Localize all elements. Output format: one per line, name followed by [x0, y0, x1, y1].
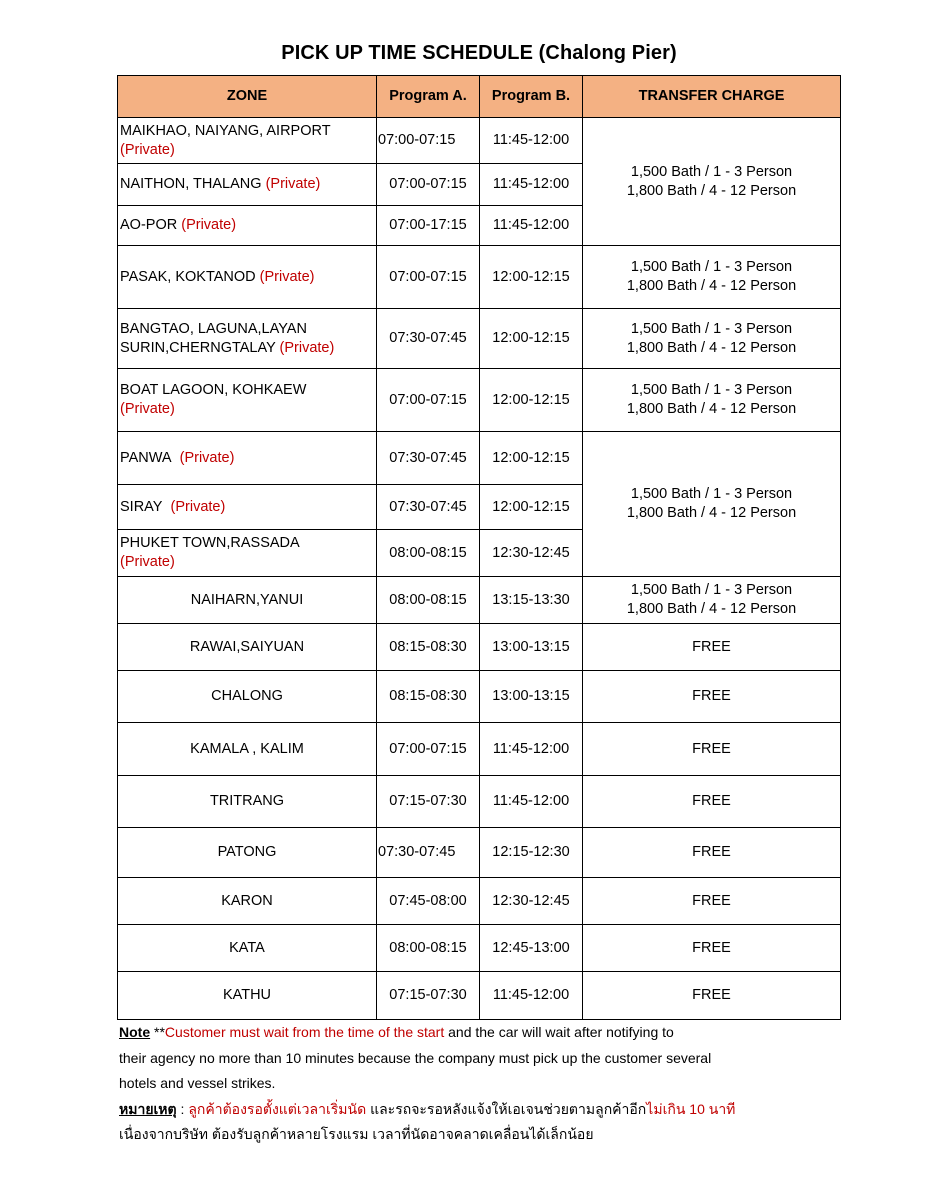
- charge-cell: [583, 118, 841, 246]
- charge-line-1: 1,500 Bath / 1 - 3 Person: [630, 320, 793, 337]
- zone-cell: [118, 246, 377, 309]
- charge-cell: FREE: [583, 878, 841, 925]
- zone-name: NAITHON, THALANG: [120, 176, 262, 192]
- charge-line-1: 1,500 Bath / 1 - 3 Person: [630, 382, 793, 398]
- private-tag: (Private): [120, 401, 175, 417]
- program-b-cell: 11:45-12:00: [480, 118, 583, 164]
- program-a-cell: 08:00-08:15: [377, 925, 480, 972]
- zone-cell: [118, 164, 377, 206]
- table-row: [118, 309, 841, 369]
- program-a-cell: 07:30-07:45: [377, 828, 480, 878]
- program-a-cell: 08:00-08:15: [377, 577, 480, 624]
- charge-cell: [583, 432, 841, 577]
- thai-note-line-2: เนื่องจากบริษัท ต้องรับลูกค้าหลายโรงแรม เวลาที่นัดอาจคลาดเคลื่อนได้เล็กน้อย: [119, 1126, 594, 1142]
- program-b-cell: 11:45-12:00: [480, 206, 583, 246]
- zone-cell: KATA: [118, 925, 377, 972]
- page-title: PICK UP TIME SCHEDULE (Chalong Pier): [281, 42, 677, 64]
- program-a-cell: 07:00-07:15: [377, 118, 480, 164]
- program-b-cell: 12:15-12:30: [480, 828, 583, 878]
- program-b-cell: 12:00-12:15: [480, 485, 583, 530]
- zone-name: MAIKHAO, NAIYANG, AIRPORT: [120, 122, 331, 139]
- thai-note-line-1: [119, 1097, 819, 1123]
- charge-cell: FREE: [583, 776, 841, 828]
- schedule-table: [117, 75, 841, 1020]
- charge-line-2: 1,800 Bath / 4 - 12 Person: [626, 601, 797, 617]
- charge-cell: FREE: [583, 925, 841, 972]
- program-b-cell: 13:00-13:15: [480, 671, 583, 723]
- private-tag: (Private): [279, 339, 335, 356]
- program-b-cell: 12:00-12:15: [480, 246, 583, 309]
- table-row: [118, 118, 841, 164]
- note-label: Note: [119, 1024, 151, 1040]
- program-a-cell: 07:15-07:30: [377, 972, 480, 1020]
- charge-cell: FREE: [583, 671, 841, 723]
- charge-line-1: 1,500 Bath / 1 - 3 Person: [630, 582, 793, 598]
- program-b-cell: 13:15-13:30: [480, 577, 583, 624]
- zone-header: ZONE: [118, 76, 377, 118]
- zone-name: SIRAY: [120, 498, 163, 515]
- note-highlight: Customer must wait from the time of the start: [164, 1024, 445, 1040]
- thai-note-sep: :: [176, 1100, 189, 1117]
- table-row: [118, 369, 841, 432]
- zone-name: AO-POR: [120, 217, 178, 233]
- transfer-charge-header: TRANSFER CHARGE: [583, 76, 841, 118]
- zone-cell: KAMALA , KALIM: [118, 723, 377, 776]
- zone-cell: [118, 118, 377, 164]
- table-row: [118, 246, 841, 309]
- program-b-cell: 12:00-12:15: [480, 432, 583, 485]
- charge-cell: [583, 309, 841, 369]
- charge-cell: [583, 369, 841, 432]
- program-a-cell: 07:30-07:45: [377, 309, 480, 369]
- zone-name: PASAK, KOKTANOD: [120, 268, 256, 285]
- program-a-header: Program A.: [377, 76, 480, 118]
- program-b-cell: 13:00-13:15: [480, 624, 583, 671]
- program-b-header: Program B.: [480, 76, 583, 118]
- table-row: [118, 925, 841, 972]
- program-b-cell: 11:45-12:00: [480, 776, 583, 828]
- program-a-cell: 08:15-08:30: [377, 671, 480, 723]
- zone-cell: [118, 206, 377, 246]
- private-tag: (Private): [259, 268, 315, 285]
- english-note: [119, 1020, 819, 1148]
- charge-cell: FREE: [583, 972, 841, 1020]
- program-b-cell: 11:45-12:00: [480, 723, 583, 776]
- program-a-cell: 07:00-17:15: [377, 206, 480, 246]
- zone-cell: CHALONG: [118, 671, 377, 723]
- note-rest: and the car will wait after notifying to: [444, 1024, 674, 1040]
- table-row: [118, 624, 841, 671]
- private-tag: (Private): [120, 141, 175, 158]
- note-stars: **: [150, 1024, 165, 1040]
- thai-note-mid: และรถจะรอหลังแจ้งให้เอเจนช่วยตามลูกค้าอีก: [366, 1100, 647, 1117]
- zone-name: PHUKET TOWN,RASSADA: [120, 535, 300, 551]
- private-tag: (Private): [170, 498, 226, 515]
- program-a-cell: 08:00-08:15: [377, 530, 480, 577]
- table-row: [118, 577, 841, 624]
- zone-name-line-1: BANGTAO, LAGUNA,LAYAN: [120, 320, 307, 337]
- thai-note-label: หมายเหตุ: [119, 1100, 177, 1117]
- table-row: [118, 671, 841, 723]
- note-line-1: [119, 1020, 819, 1046]
- note-line-3: hotels and vessel strikes.: [119, 1075, 276, 1091]
- charge-cell: [583, 577, 841, 624]
- zone-cell: [118, 485, 377, 530]
- program-a-cell: 07:30-07:45: [377, 432, 480, 485]
- charge-cell: FREE: [583, 624, 841, 671]
- private-tag: (Private): [265, 176, 321, 192]
- zone-cell: [118, 530, 377, 577]
- charge-line-2: 1,800 Bath / 4 - 12 Person: [626, 278, 797, 294]
- zone-cell: KARON: [118, 878, 377, 925]
- private-tag: (Private): [179, 449, 235, 466]
- zone-cell: TRITRANG: [118, 776, 377, 828]
- zone-cell: NAIHARN,YANUI: [118, 577, 377, 624]
- program-a-cell: 07:00-07:15: [377, 164, 480, 206]
- table-row: [118, 723, 841, 776]
- thai-note-highlight-2: ไม่เกิน 10 นาที: [646, 1100, 736, 1117]
- table-row: [118, 828, 841, 878]
- charge-cell: [583, 246, 841, 309]
- program-a-cell: 07:45-08:00: [377, 878, 480, 925]
- private-tag: (Private): [120, 554, 175, 570]
- zone-name: BOAT LAGOON, KOHKAEW: [120, 382, 307, 398]
- charge-line-2: 1,800 Bath / 4 - 12 Person: [626, 339, 797, 356]
- program-b-cell: 11:45-12:00: [480, 972, 583, 1020]
- private-tag: (Private): [181, 217, 237, 233]
- program-b-cell: 12:30-12:45: [480, 878, 583, 925]
- charge-line-2: 1,800 Bath / 4 - 12 Person: [626, 401, 797, 417]
- charge-line-2: 1,800 Bath / 4 - 12 Person: [626, 505, 797, 521]
- program-a-cell: 07:00-07:15: [377, 369, 480, 432]
- zone-cell: [118, 432, 377, 485]
- charge-cell: FREE: [583, 723, 841, 776]
- table-row: [118, 878, 841, 925]
- charge-line-1: 1,500 Bath / 1 - 3 Person: [630, 259, 793, 275]
- table-row: [118, 432, 841, 485]
- charge-line-2: 1,800 Bath / 4 - 12 Person: [626, 182, 797, 199]
- program-b-cell: 11:45-12:00: [480, 164, 583, 206]
- program-b-cell: 12:45-13:00: [480, 925, 583, 972]
- program-b-cell: 12:00-12:15: [480, 369, 583, 432]
- charge-cell: FREE: [583, 828, 841, 878]
- zone-cell: RAWAI,SAIYUAN: [118, 624, 377, 671]
- charge-line-1: 1,500 Bath / 1 - 3 Person: [630, 486, 793, 502]
- program-a-cell: 07:15-07:30: [377, 776, 480, 828]
- program-a-cell: 07:00-07:15: [377, 723, 480, 776]
- zone-cell: [118, 309, 377, 369]
- header-row: [118, 76, 841, 118]
- thai-note-highlight-1: ลูกค้าต้องรอตั้งแต่เวลาเริ่มนัด: [188, 1100, 367, 1117]
- zone-cell: KATHU: [118, 972, 377, 1020]
- table-row: [118, 972, 841, 1020]
- table-row: [118, 776, 841, 828]
- zone-cell: PATONG: [118, 828, 377, 878]
- charge-line-1: 1,500 Bath / 1 - 3 Person: [630, 163, 793, 180]
- program-b-cell: 12:30-12:45: [480, 530, 583, 577]
- zone-name-line-2: SURIN,CHERNGTALAY: [120, 339, 276, 356]
- note-line-2: their agency no more than 10 minutes because the company must pick up the customer several: [119, 1049, 712, 1066]
- zone-name: PANWA: [120, 449, 172, 466]
- zone-cell: [118, 369, 377, 432]
- program-a-cell: 07:00-07:15: [377, 246, 480, 309]
- program-a-cell: 08:15-08:30: [377, 624, 480, 671]
- program-a-cell: 07:30-07:45: [377, 485, 480, 530]
- program-b-cell: 12:00-12:15: [480, 309, 583, 369]
